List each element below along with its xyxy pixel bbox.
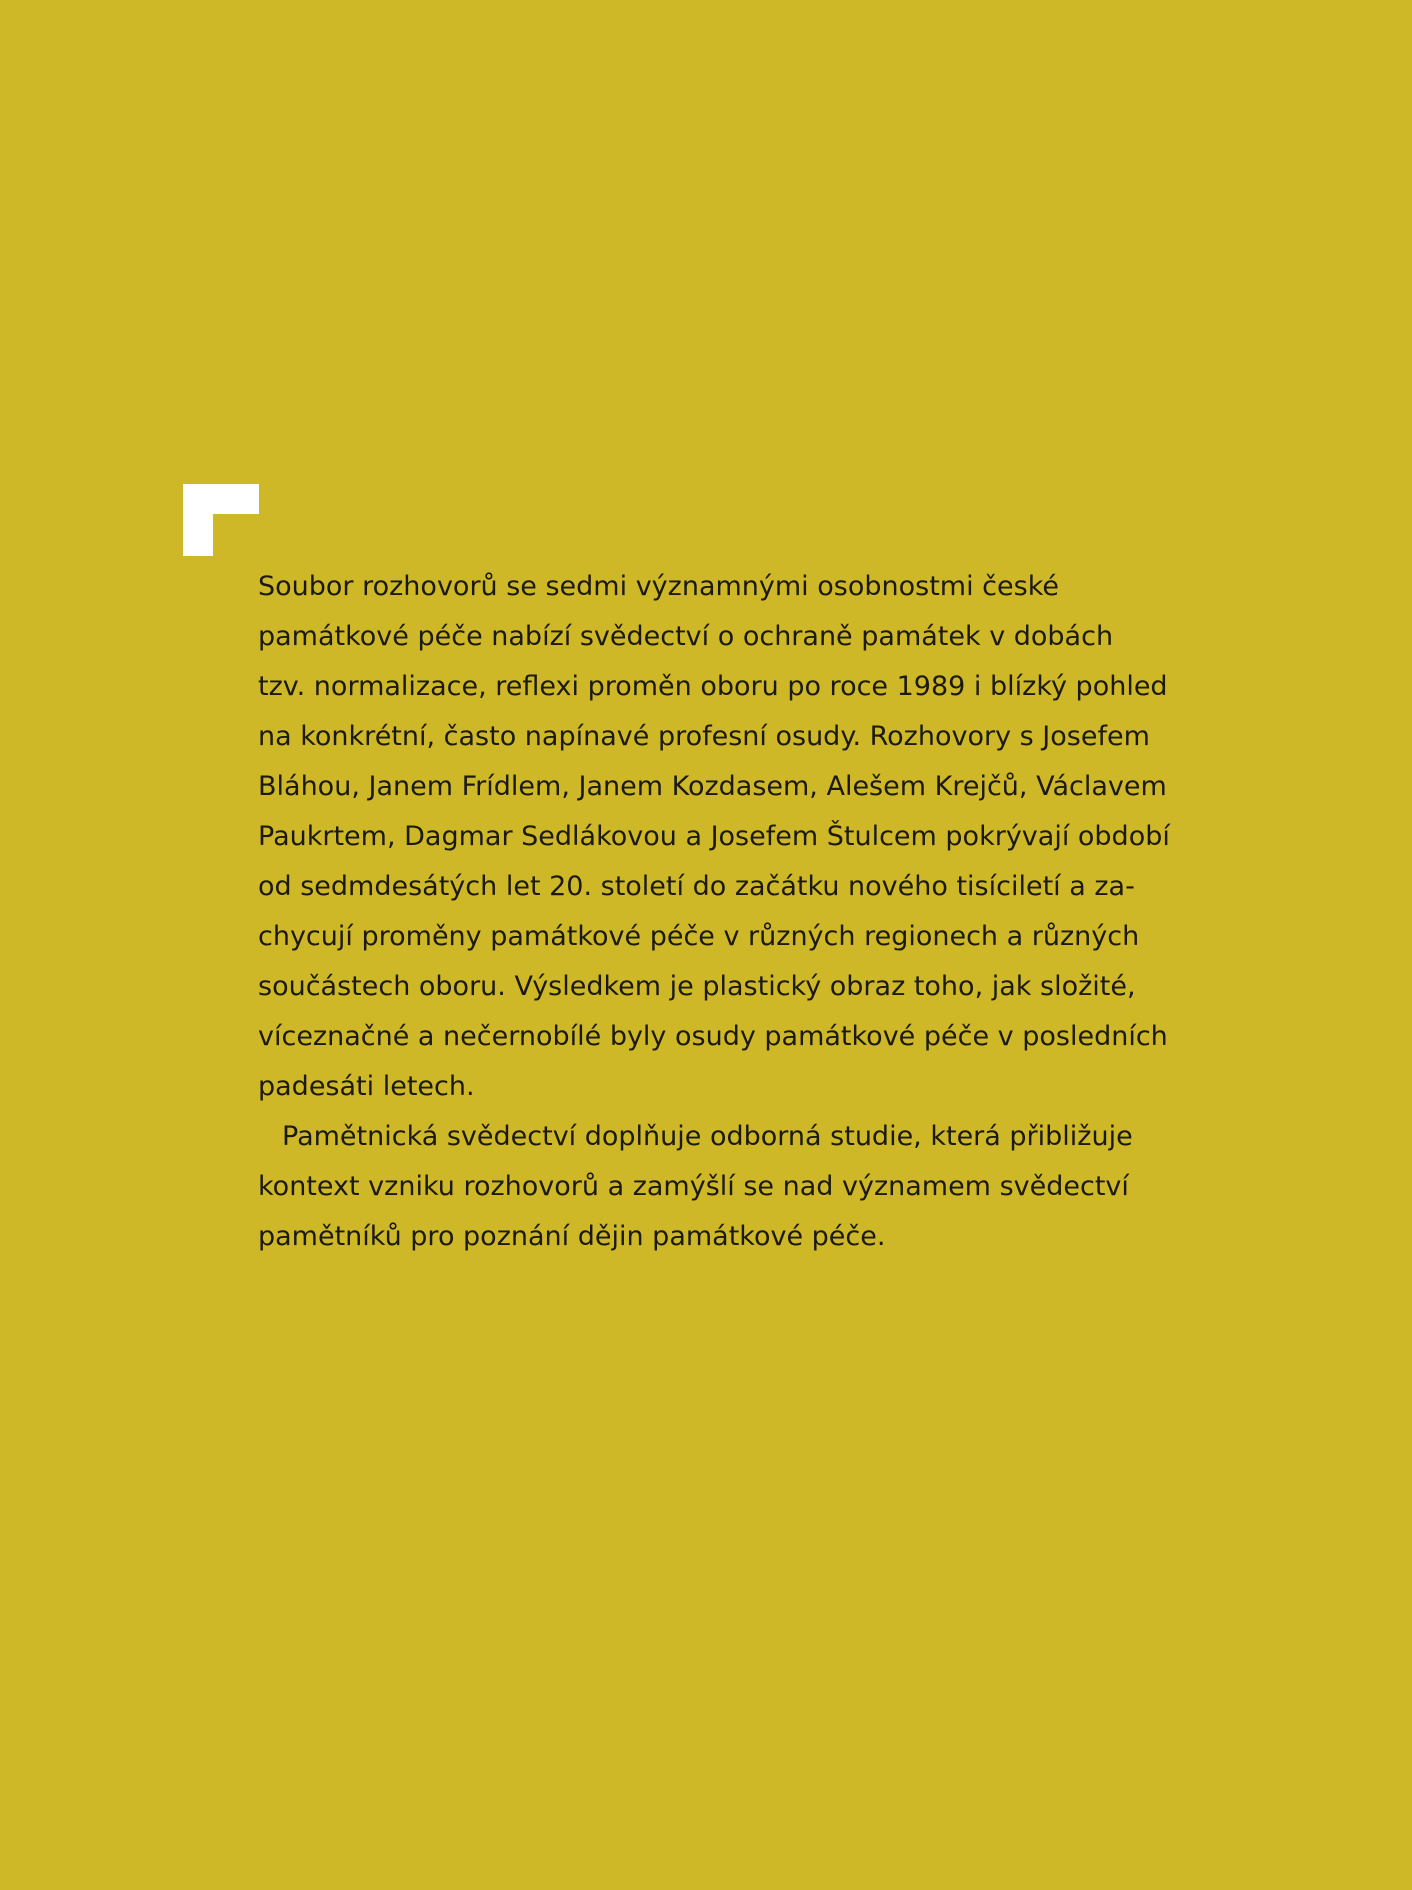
text-line: součástech oboru. Výsledkem je plastický obraz toho, jak složité, bbox=[258, 971, 1136, 1002]
text-line: pamětníků pro poznání dějin památkové péče. bbox=[258, 1221, 886, 1252]
blurb-paragraph-1 bbox=[258, 562, 1170, 1112]
text-line: padesáti letech. bbox=[258, 1071, 475, 1102]
text-line: od sedmdesátých let 20. století do začátku nového tisíciletí a za- bbox=[258, 871, 1135, 902]
text-line: Paukrtem, Dagmar Sedlákovou a Josefem Štulcem pokrývají období bbox=[258, 821, 1170, 852]
back-cover-blurb bbox=[258, 562, 1170, 1262]
text-line: Pamětnická svědectví doplňuje odborná studie, která přibližuje bbox=[282, 1121, 1133, 1152]
blurb-paragraph-2 bbox=[258, 1112, 1158, 1262]
corner-bracket-vertical bbox=[183, 484, 213, 556]
text-line: Bláhou, Janem Frídlem, Janem Kozdasem, Alešem Krejčů, Václavem bbox=[258, 771, 1167, 802]
text-line: tzv. normalizace, reflexi proměn oboru po roce 1989 i blízký pohled bbox=[258, 671, 1168, 702]
text-line: památkové péče nabízí svědectví o ochraně památek v dobách bbox=[258, 621, 1114, 652]
text-line: Soubor rozhovorů se sedmi významnými osobnostmi české bbox=[258, 571, 1059, 602]
text-line: na konkrétní, často napínavé profesní osudy. Rozhovory s Josefem bbox=[258, 721, 1150, 752]
corner-bracket-mark bbox=[183, 484, 259, 556]
text-line: chycují proměny památkové péče v různých regionech a různých bbox=[258, 921, 1140, 952]
text-line: víceznačné a nečernobílé byly osudy památkové péče v posledních bbox=[258, 1021, 1168, 1052]
text-line: kontext vzniku rozhovorů a zamýšlí se nad významem svědectví bbox=[258, 1171, 1129, 1202]
